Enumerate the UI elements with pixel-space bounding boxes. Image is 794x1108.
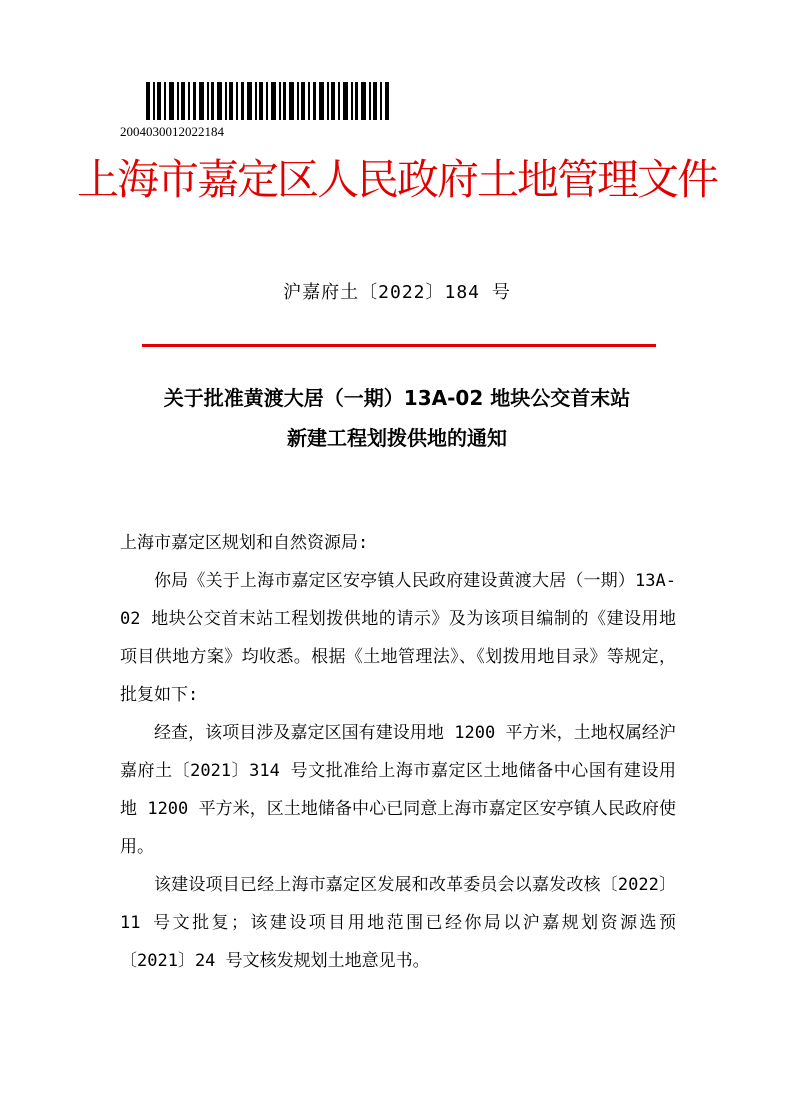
paragraph-3: 该建设项目已经上海市嘉定区发展和改革委员会以嘉发改核〔2022〕11 号文批复；该建设项目用地范围已经你局以沪嘉规划资源选预〔2021〕24 号文核发规划土地意见书。: [120, 875, 676, 971]
red-separator-line: [142, 344, 656, 347]
document-body: [120, 524, 676, 980]
document-title: [100, 378, 694, 458]
title-line-1: 关于批准黄渡大居（一期）13A-02 地块公交首末站: [163, 386, 631, 410]
document-number: 沪嘉府土〔2022〕184 号: [283, 282, 511, 303]
barcode-bars: [146, 82, 392, 120]
title-line-2: 新建工程划拨供地的通知: [287, 426, 507, 450]
document-issuer-header: 上海市嘉定区人民政府土地管理文件: [76, 155, 717, 204]
barcode-number: 2004030012022184: [120, 124, 224, 139]
barcode-image: [146, 82, 392, 120]
paragraph-1: 你局《关于上海市嘉定区安亭镇人民政府建设黄渡大居（一期）13A-02 地块公交首末站工程划拨供地的请示》及为该项目编制的《建设用地项目供地方案》均收悉。根据《土地管理法》、《划拨用地目录》等规定，批复如下:: [120, 571, 676, 705]
paragraph-2: 经查，该项目涉及嘉定区国有建设用地 1200 平方米，土地权属经沪嘉府土〔2021〕314 号文批准给上海市嘉定区土地储备中心国有建设用地 1200 平方米，区土地储备中心已同意上海市嘉定区安亭镇人民政府使用。: [120, 723, 676, 857]
salutation: 上海市嘉定区规划和自然资源局:: [120, 533, 369, 553]
